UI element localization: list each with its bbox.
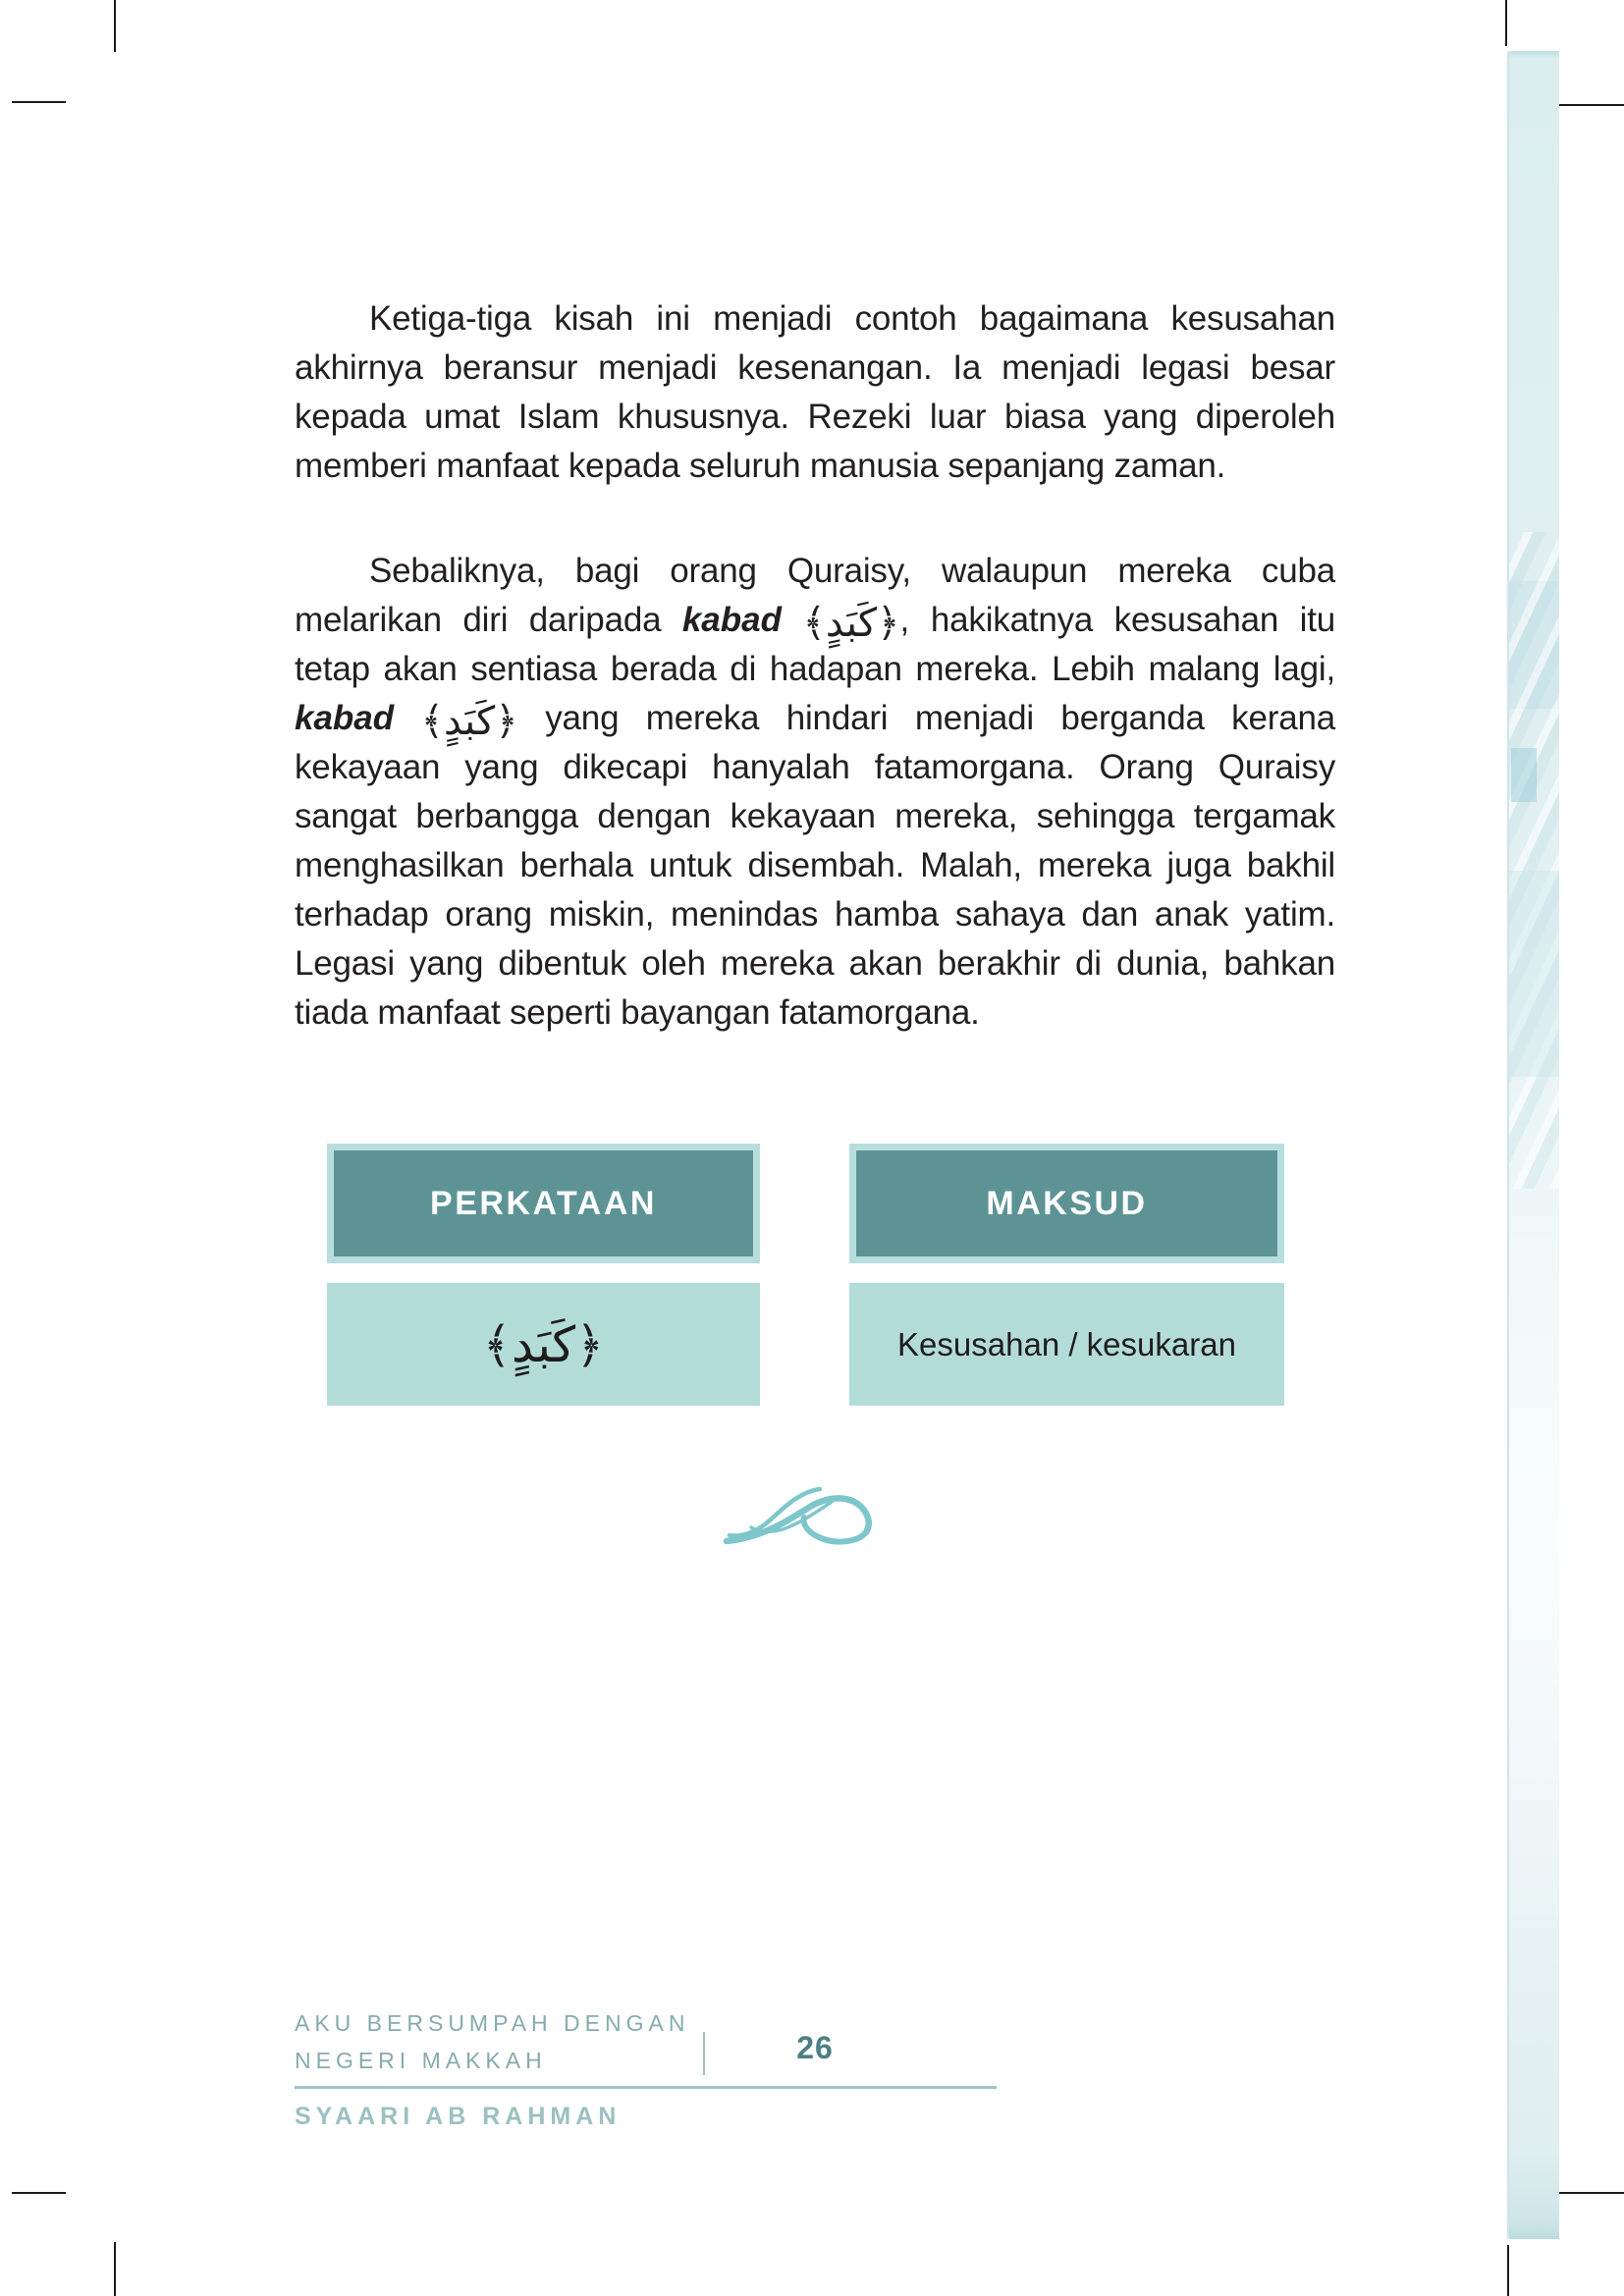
page-number: 26 xyxy=(796,2030,834,2065)
table-header-maksud: MAKSUD xyxy=(849,1144,1284,1263)
footer-book-title xyxy=(295,2004,746,2079)
paragraph-text xyxy=(394,699,420,737)
bleed-strip-texture xyxy=(1509,532,1559,1189)
kabad-term: kabad xyxy=(295,699,395,737)
footer-author-name: SYAARI AB RAHMAN xyxy=(295,2103,622,2130)
table-cell-meaning: Kesusahan / kesukaran xyxy=(849,1283,1284,1406)
paragraph-text: Sebaliknya, bagi orang Quraisy, walaupun mereka cuba melarikan diri daripada xyxy=(295,552,1335,639)
paragraph-text xyxy=(782,601,802,639)
crop-mark-bottom-right-vertical xyxy=(1507,2245,1509,2296)
crop-mark-bottom-left-horizontal xyxy=(12,2192,66,2194)
footer-rule xyxy=(295,2086,997,2089)
paragraph-text: yang mereka hindari menjadi berganda kerana kekayaan yang dikecapi hanyalah fatamorgana. Orang Quraisy sangat berbangga dengan kekayaan mereka, sehingga tergamak menghasilkan berhala untuk disembah. Malah, mereka juga bakhil terhadap orang miskin, menindas hamba sahaya dan anak yatim. Legasi yang dibentuk oleh mereka akan berakhir di dunia, bahkan tiada manfaat seperti bayangan fatamorgana. xyxy=(295,699,1335,1032)
crop-mark-top-right-horizontal xyxy=(1557,104,1624,106)
body-text-block xyxy=(295,294,1335,1038)
arabic-quote: ﴿كَبَدٍ﴾ xyxy=(420,699,518,744)
page-edge-bleed-strip xyxy=(1507,51,1559,2239)
vocabulary-table xyxy=(327,1144,1284,1406)
crop-mark-top-left-vertical xyxy=(114,0,116,52)
bleed-strip-texture xyxy=(1511,748,1537,802)
crop-mark-bottom-right-horizontal xyxy=(1559,2192,1624,2194)
footer-book-title-line2: NEGERI MAKKAH xyxy=(295,2048,547,2073)
footer-divider xyxy=(703,2032,705,2075)
kabad-term: kabad xyxy=(681,601,782,639)
crop-mark-bottom-left-vertical xyxy=(114,2242,116,2296)
bleed-strip-texture xyxy=(1509,871,1559,1077)
wave-flourish-icon xyxy=(722,1480,879,1564)
table-header-perkataan: PERKATAAN xyxy=(327,1144,760,1263)
crop-mark-top-right-vertical xyxy=(1505,0,1507,46)
paragraph-2 xyxy=(295,547,1335,1038)
arabic-quote: ﴿كَبَدٍ﴾ xyxy=(802,601,900,646)
footer-book-title-line1: AKU BERSUMPAH DENGAN xyxy=(295,2010,690,2036)
paragraph-1: Ketiga-tiga kisah ini menjadi contoh bagaimana kesusahan akhirnya beransur menjadi kesenangan. Ia menjadi legasi besar kepada umat Islam khususnya. Rezeki luar biasa yang diperoleh memberi manfaat kepada seluruh manusia sepanjang zaman. xyxy=(295,299,1335,485)
table-cell-arabic-word: ﴿كَبَدٍ﴾ xyxy=(327,1283,760,1406)
paragraph-text: , hakikatnya kesusahan itu tetap akan sentiasa berada di hadapan mereka. Lebih malang lagi, xyxy=(295,601,1335,688)
crop-mark-top-left-horizontal xyxy=(12,101,66,103)
